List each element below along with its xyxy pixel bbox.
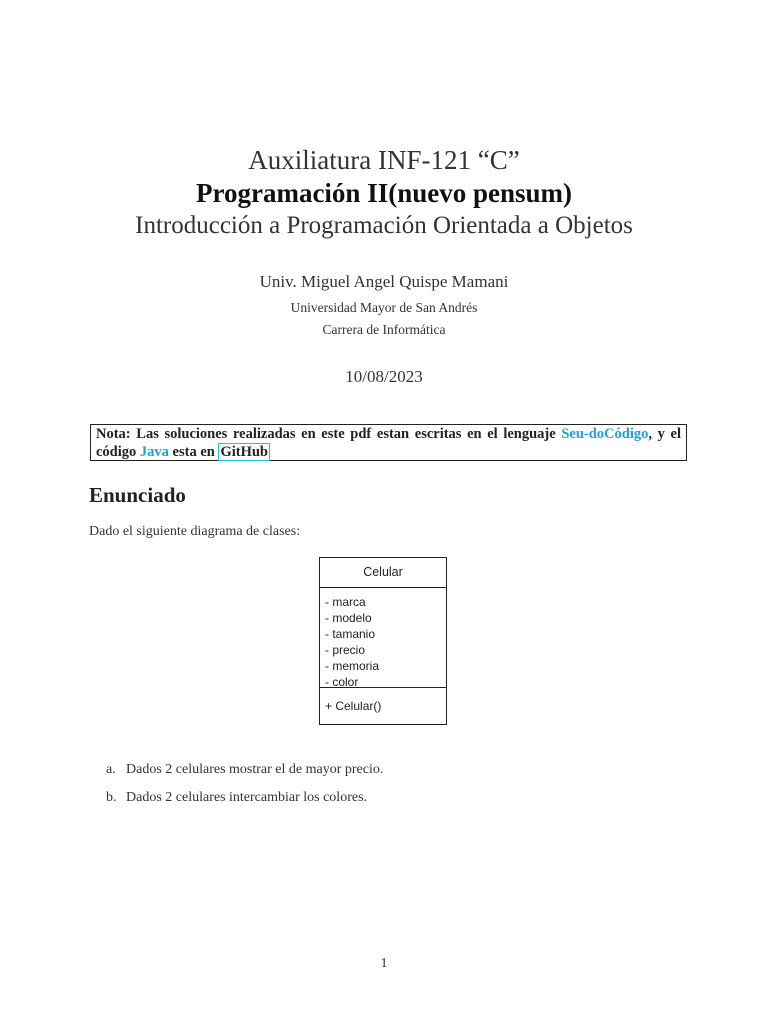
- note-box: [90, 424, 687, 461]
- page-number: 1: [380, 956, 388, 971]
- topic-title: Introducción a Programación Orientada a Objetos: [135, 212, 633, 239]
- list-marker: b.: [106, 790, 117, 805]
- subject-title: Programación II(nuevo pensum): [195, 178, 572, 208]
- list-item-text: Dados 2 celulares mostrar el de mayor precio.: [126, 762, 384, 777]
- github-link[interactable]: GitHub: [220, 444, 268, 460]
- uml-class-name: Celular: [320, 558, 446, 588]
- section-intro: Dado el siguiente diagrama de clases:: [89, 524, 301, 539]
- uml-attributes: [320, 588, 446, 688]
- uml-method: + Celular(): [325, 699, 382, 713]
- note-text-middle: , y el código: [96, 426, 681, 460]
- uml-methods: [320, 688, 446, 714]
- department-name: Carrera de Informática: [322, 322, 446, 337]
- pseudocode-link[interactable]: Seu-doCódigo: [561, 426, 649, 442]
- uml-attribute: - marca: [325, 595, 366, 609]
- uml-attribute: - memoria: [325, 659, 380, 673]
- list-item: [106, 788, 383, 816]
- note-text-after: esta en: [168, 444, 219, 460]
- list-item: [106, 760, 383, 788]
- uml-attribute: - tamanio: [325, 627, 376, 641]
- list-marker: a.: [106, 762, 116, 777]
- exercise-list: [106, 760, 383, 816]
- document-date: 10/08/2023: [345, 367, 423, 386]
- note-text-before: Las soluciones realizadas en este pdf estan escritas en el lenguaje: [130, 426, 562, 442]
- uml-attribute: - modelo: [325, 611, 372, 625]
- author-name: Univ. Miguel Angel Quispe Mamani: [259, 272, 509, 291]
- uml-class-diagram: [319, 557, 447, 725]
- java-link[interactable]: Java: [139, 444, 169, 460]
- note-label: Nota:: [96, 426, 131, 442]
- course-title: Auxiliatura INF-121 “C”: [248, 145, 520, 175]
- university-name: Universidad Mayor de San Andrés: [290, 300, 478, 315]
- uml-attribute: - precio: [325, 643, 366, 657]
- uml-attribute: - color: [325, 675, 359, 689]
- list-item-text: Dados 2 celulares intercambiar los colores.: [126, 790, 368, 805]
- section-heading: Enunciado: [89, 483, 186, 507]
